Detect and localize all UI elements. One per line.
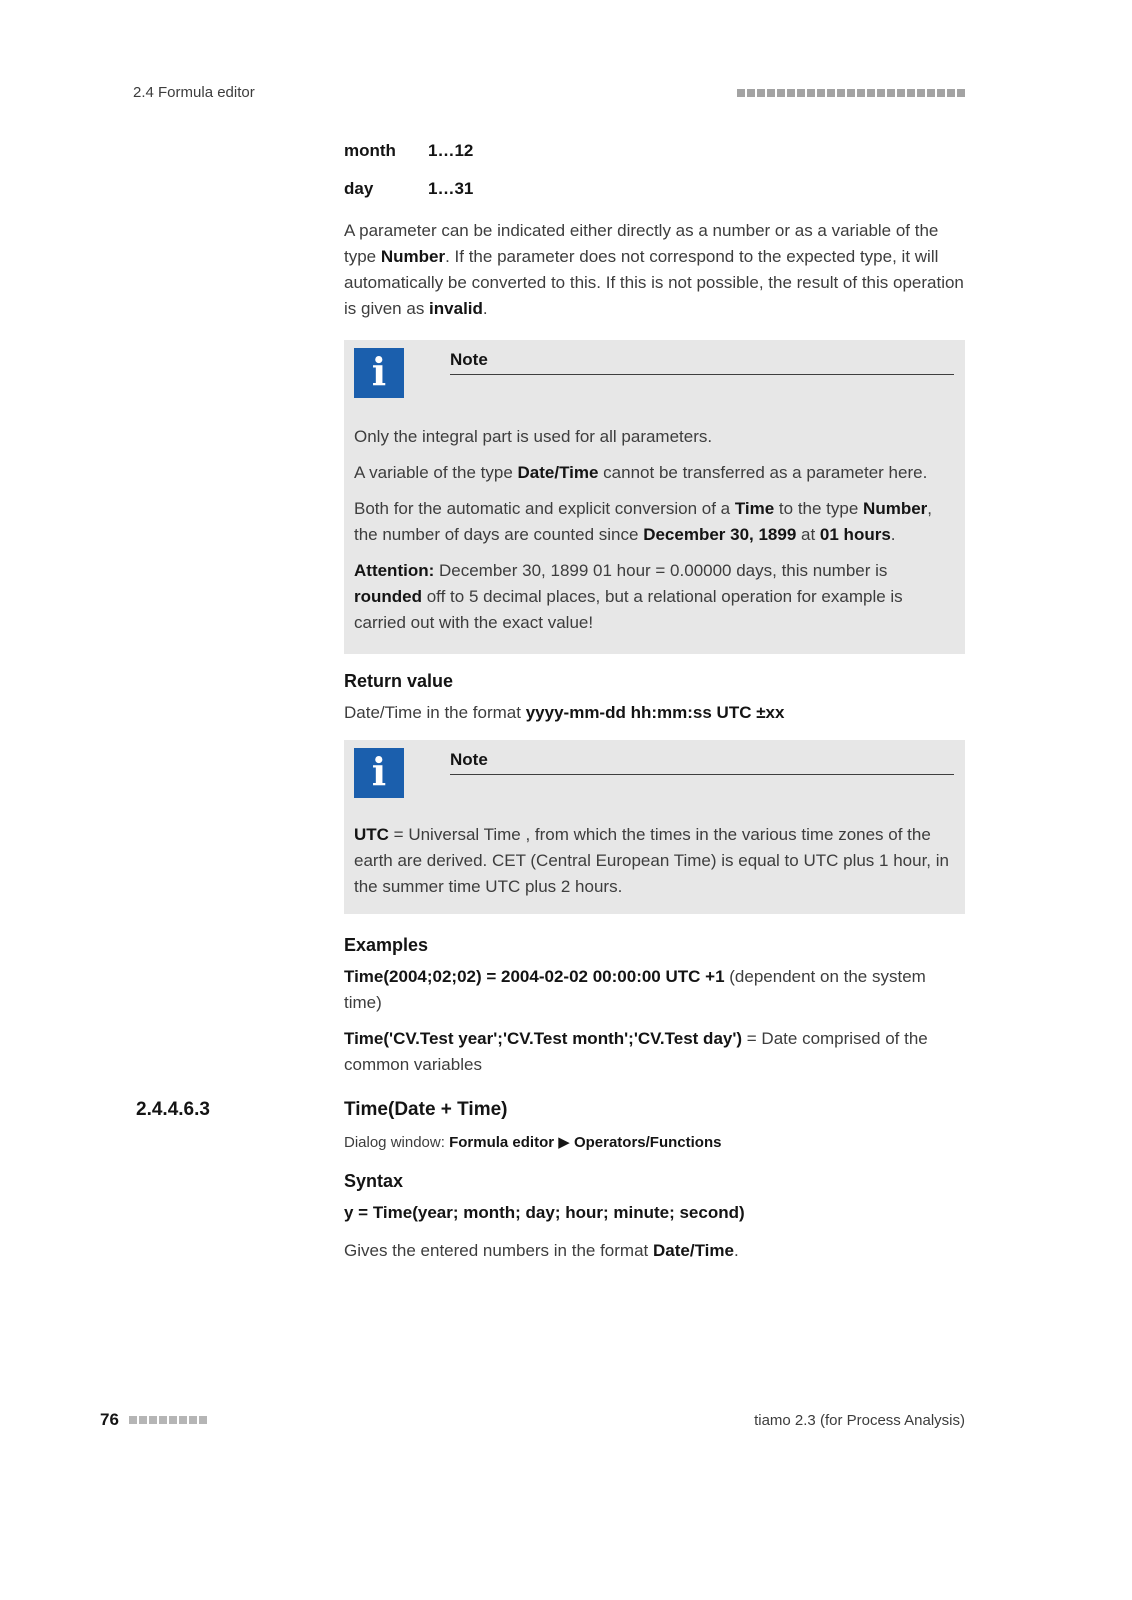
parameter-range: 1…12 (428, 141, 474, 160)
note-header (354, 348, 954, 398)
note-title: Note (450, 350, 488, 369)
parameter-range: 1…31 (428, 179, 474, 198)
section-number: 2.4.4.6.3 (136, 1099, 210, 1120)
footer-left (100, 1410, 207, 1430)
section-title: Time(Date + Time) (344, 1099, 508, 1120)
return-value-heading: Return value (344, 671, 454, 691)
example-item: Time(2004;02;02) = 2004-02-02 00:00:00 UTC +1 (dependent on the system time) (344, 967, 926, 1012)
info-icon-glyph: i (371, 748, 387, 794)
note-title: Note (450, 750, 488, 769)
note-paragraph: Only the integral part is used for all parameters. (354, 427, 713, 446)
note-paragraph: Attention: December 30, 1899 01 hour = 0.00000 days, this number is rounded off to 5 decimal places, but a relational operation for example is carried out with the exact value! (354, 561, 903, 632)
note-header (354, 748, 954, 798)
parameter-name: month (344, 141, 396, 160)
note-box-1 (344, 340, 965, 654)
parameter-name: day (344, 179, 374, 198)
return-value-body: Date/Time in the format yyyy-mm-dd hh:mm:ss UTC ±xx (344, 703, 785, 722)
note-body (354, 424, 954, 636)
intro-paragraph: A parameter can be indicated either directly as a number or as a variable of the type Number. If the parameter does not correspond to the expected type, it will automatically be converted to this. If this is not possible, the result of this operation is given as invalid. (344, 221, 964, 318)
page-number: 76 (100, 1410, 119, 1429)
note-title-rule (450, 348, 954, 375)
info-icon-glyph: i (371, 348, 387, 394)
footer-decoration-squares (127, 1416, 207, 1424)
note-paragraph: A variable of the type Date/Time cannot be transferred as a parameter here. (354, 463, 928, 482)
info-icon (354, 348, 404, 398)
info-icon (354, 748, 404, 798)
example-item: Time('CV.Test year';'CV.Test month';'CV.Test day') = Date comprised of the common variables (344, 1029, 928, 1074)
dialog-window-path: Dialog window: Formula editor ▶ Operators/Functions (344, 1134, 722, 1151)
footer-product-label: tiamo 2.3 (for Process Analysis) (754, 1411, 965, 1429)
note-box-2 (344, 740, 965, 914)
header-decoration-squares (735, 89, 965, 97)
page-header (133, 84, 965, 101)
parameter-row-day (344, 176, 965, 202)
page-footer (100, 1410, 965, 1430)
parameter-table (344, 138, 965, 202)
note-title-rule (450, 748, 954, 775)
note-paragraph: Both for the automatic and explicit conversion of a Time to the type Number, the number of days are counted since December 30, 1899 at 01 hours. (354, 499, 933, 544)
parameter-row-month (344, 138, 965, 164)
header-section-label: 2.4 Formula editor (133, 84, 255, 101)
main-content (136, 138, 965, 1264)
note-body (354, 822, 954, 900)
examples-heading: Examples (344, 935, 429, 955)
syntax-formula: y = Time(year; month; day; hour; minute; second) (344, 1203, 745, 1222)
section-heading (136, 1096, 965, 1124)
note-paragraph: UTC = Universal Time , from which the times in the various time zones of the earth are derived. CET (Central European Time) is equal to UTC plus 1 hour, in the summer time UTC plus 2 hours. (354, 825, 949, 896)
description-paragraph: Gives the entered numbers in the format Date/Time. (344, 1241, 739, 1260)
syntax-heading: Syntax (344, 1171, 404, 1191)
